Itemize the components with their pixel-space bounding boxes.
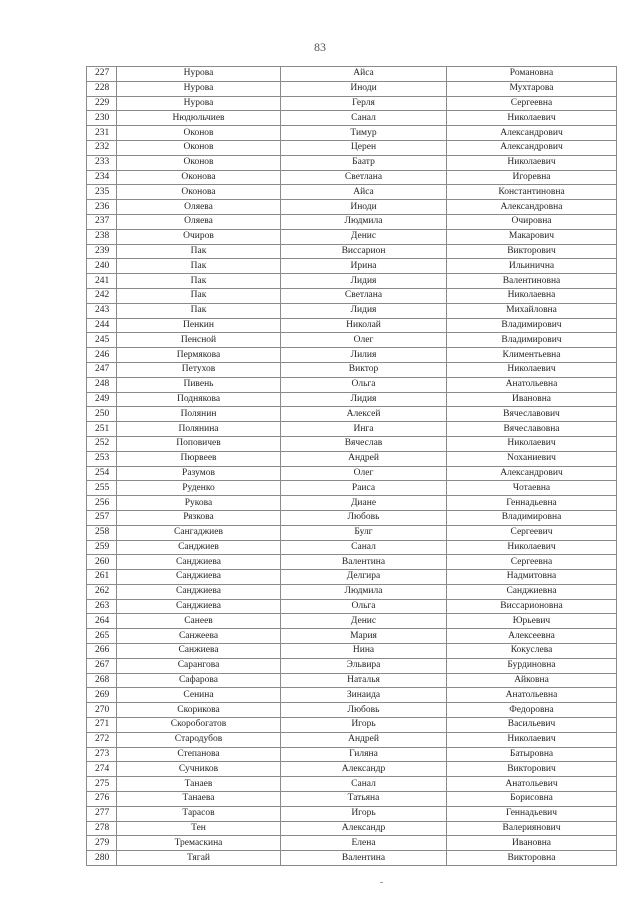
surname-cell: Разумов <box>117 466 281 481</box>
table-row <box>87 81 617 96</box>
row-number: 243 <box>87 303 117 318</box>
surname-cell: Нурова <box>117 81 281 96</box>
surname-cell: Сангаджиев <box>117 525 281 540</box>
surname-cell: Санджиев <box>117 540 281 555</box>
surname-cell: Пак <box>117 244 281 259</box>
patronymic-cell: Александрович <box>447 140 617 155</box>
first-name-cell: Зинаида <box>281 688 447 703</box>
patronymic-cell: Николаевич <box>447 155 617 170</box>
first-name-cell: Айса <box>281 67 447 82</box>
row-number: 252 <box>87 436 117 451</box>
row-number: 273 <box>87 747 117 762</box>
table-row <box>87 244 617 259</box>
table-row <box>87 200 617 215</box>
table-row <box>87 732 617 747</box>
first-name-cell: Вячеслав <box>281 436 447 451</box>
table-row <box>87 792 617 807</box>
row-number: 231 <box>87 126 117 141</box>
surname-cell: Сучников <box>117 762 281 777</box>
table-row <box>87 170 617 185</box>
table-row <box>87 555 617 570</box>
patronymic-cell: Николаевич <box>447 111 617 126</box>
surname-cell: Полянин <box>117 407 281 422</box>
row-number: 227 <box>87 67 117 82</box>
first-name-cell: Любовь <box>281 510 447 525</box>
table-row <box>87 762 617 777</box>
first-name-cell: Ирина <box>281 259 447 274</box>
row-number: 248 <box>87 377 117 392</box>
first-name-cell: Герля <box>281 96 447 111</box>
patronymic-cell: Геннадьевна <box>447 496 617 511</box>
row-number: 268 <box>87 673 117 688</box>
surname-cell: Пермякова <box>117 348 281 363</box>
surname-cell: Санеев <box>117 614 281 629</box>
row-number: 256 <box>87 496 117 511</box>
name-list-body <box>87 67 617 866</box>
first-name-cell: Гиляна <box>281 747 447 762</box>
patronymic-cell: Санджиевна <box>447 584 617 599</box>
patronymic-cell: Юрьевич <box>447 614 617 629</box>
row-number: 278 <box>87 821 117 836</box>
row-number: 269 <box>87 688 117 703</box>
patronymic-cell: Валериянович <box>447 821 617 836</box>
first-name-cell: Олег <box>281 466 447 481</box>
row-number: 271 <box>87 718 117 733</box>
row-number: 235 <box>87 185 117 200</box>
surname-cell: Санджиева <box>117 599 281 614</box>
patronymic-cell: Михайловна <box>447 303 617 318</box>
first-name-cell: Любовь <box>281 703 447 718</box>
patronymic-cell: Вячеславович <box>447 407 617 422</box>
row-number: 240 <box>87 259 117 274</box>
row-number: 234 <box>87 170 117 185</box>
first-name-cell: Иноди <box>281 200 447 215</box>
first-name-cell: Баатр <box>281 155 447 170</box>
row-number: 254 <box>87 466 117 481</box>
table-row <box>87 126 617 141</box>
patronymic-cell: Александрович <box>447 126 617 141</box>
surname-cell: Пак <box>117 274 281 289</box>
patronymic-cell: Геннадьевич <box>447 806 617 821</box>
first-name-cell: Виктор <box>281 362 447 377</box>
table-row <box>87 599 617 614</box>
surname-cell: Степанова <box>117 747 281 762</box>
first-name-cell: Денис <box>281 614 447 629</box>
table-row <box>87 185 617 200</box>
patronymic-cell: Бурдиновна <box>447 658 617 673</box>
surname-cell: Оконова <box>117 185 281 200</box>
surname-cell: Пак <box>117 303 281 318</box>
surname-cell: Стародубов <box>117 732 281 747</box>
first-name-cell: Тимур <box>281 126 447 141</box>
patronymic-cell: Николаевич <box>447 540 617 555</box>
first-name-cell: Нина <box>281 644 447 659</box>
row-number: 267 <box>87 658 117 673</box>
table-row <box>87 274 617 289</box>
row-number: 239 <box>87 244 117 259</box>
first-name-cell: Лидия <box>281 392 447 407</box>
first-name-cell: Айса <box>281 185 447 200</box>
row-number: 279 <box>87 836 117 851</box>
surname-cell: Нурова <box>117 96 281 111</box>
table-row <box>87 481 617 496</box>
surname-cell: Поповичев <box>117 436 281 451</box>
row-number: 237 <box>87 214 117 229</box>
patronymic-cell: Сергеевна <box>447 96 617 111</box>
first-name-cell: Николай <box>281 318 447 333</box>
surname-cell: Рукова <box>117 496 281 511</box>
first-name-cell: Людмила <box>281 584 447 599</box>
first-name-cell: Андрей <box>281 732 447 747</box>
first-name-cell: Валентина <box>281 555 447 570</box>
patronymic-cell: Федоровна <box>447 703 617 718</box>
first-name-cell: Санал <box>281 777 447 792</box>
patronymic-cell: Владимирович <box>447 333 617 348</box>
patronymic-cell: Николаевич <box>447 732 617 747</box>
first-name-cell: Иноди <box>281 81 447 96</box>
table-row <box>87 777 617 792</box>
table-row <box>87 303 617 318</box>
row-number: 261 <box>87 570 117 585</box>
first-name-cell: Лидия <box>281 303 447 318</box>
surname-cell: Сарангова <box>117 658 281 673</box>
table-row <box>87 422 617 437</box>
table-row <box>87 821 617 836</box>
table-row <box>87 584 617 599</box>
first-name-cell: Ольга <box>281 377 447 392</box>
patronymic-cell: Владимирович <box>447 318 617 333</box>
table-row <box>87 629 617 644</box>
first-name-cell: Игорь <box>281 718 447 733</box>
name-list-table <box>86 66 617 866</box>
row-number: 266 <box>87 644 117 659</box>
row-number: 259 <box>87 540 117 555</box>
first-name-cell: Делгира <box>281 570 447 585</box>
table-row <box>87 96 617 111</box>
patronymic-cell: Константиновна <box>447 185 617 200</box>
row-number: 255 <box>87 481 117 496</box>
surname-cell: Очиров <box>117 229 281 244</box>
patronymic-cell: Батыровна <box>447 747 617 762</box>
first-name-cell: Лидия <box>281 274 447 289</box>
table-row <box>87 703 617 718</box>
first-name-cell: Эльвира <box>281 658 447 673</box>
row-number: 258 <box>87 525 117 540</box>
row-number: 264 <box>87 614 117 629</box>
row-number: 280 <box>87 851 117 866</box>
surname-cell: Нурова <box>117 67 281 82</box>
patronymic-cell: Виссарионовна <box>447 599 617 614</box>
patronymic-cell: Игоревна <box>447 170 617 185</box>
first-name-cell: Светлана <box>281 170 447 185</box>
table-row <box>87 155 617 170</box>
table-row <box>87 362 617 377</box>
surname-cell: Санжеева <box>117 629 281 644</box>
row-number: 275 <box>87 777 117 792</box>
table-row <box>87 614 617 629</box>
surname-cell: Пюрвеев <box>117 451 281 466</box>
row-number: 260 <box>87 555 117 570</box>
table-row <box>87 333 617 348</box>
row-number: 249 <box>87 392 117 407</box>
patronymic-cell: Надмитовна <box>447 570 617 585</box>
table-row <box>87 451 617 466</box>
surname-cell: Пак <box>117 259 281 274</box>
patronymic-cell: Валентиновна <box>447 274 617 289</box>
table-row <box>87 540 617 555</box>
surname-cell: Пенкин <box>117 318 281 333</box>
table-row <box>87 392 617 407</box>
row-number: 228 <box>87 81 117 96</box>
patronymic-cell: Владимировна <box>447 510 617 525</box>
patronymic-cell: Викторович <box>447 244 617 259</box>
patronymic-cell: Романовна <box>447 67 617 82</box>
first-name-cell: Виссарион <box>281 244 447 259</box>
first-name-cell: Андрей <box>281 451 447 466</box>
surname-cell: Санджиева <box>117 570 281 585</box>
table-row <box>87 658 617 673</box>
row-number: 232 <box>87 140 117 155</box>
patronymic-cell: Николаевич <box>447 362 617 377</box>
row-number: 277 <box>87 806 117 821</box>
surname-cell: Оляева <box>117 200 281 215</box>
first-name-cell: Ольга <box>281 599 447 614</box>
first-name-cell: Инга <box>281 422 447 437</box>
patronymic-cell: Александровна <box>447 200 617 215</box>
patronymic-cell: Айковна <box>447 673 617 688</box>
row-number: 236 <box>87 200 117 215</box>
surname-cell: Пенсной <box>117 333 281 348</box>
table-row <box>87 407 617 422</box>
surname-cell: Руденко <box>117 481 281 496</box>
surname-cell: Оконов <box>117 126 281 141</box>
table-row <box>87 259 617 274</box>
patronymic-cell: Анатольевна <box>447 377 617 392</box>
surname-cell: Танаев <box>117 777 281 792</box>
row-number: 250 <box>87 407 117 422</box>
patronymic-cell: Николаевна <box>447 288 617 303</box>
row-number: 253 <box>87 451 117 466</box>
patronymic-cell: Ивановна <box>447 392 617 407</box>
row-number: 262 <box>87 584 117 599</box>
patronymic-cell: Nоханиевич <box>447 451 617 466</box>
first-name-cell: Денис <box>281 229 447 244</box>
surname-cell: Оляева <box>117 214 281 229</box>
patronymic-cell: Викторович <box>447 762 617 777</box>
surname-cell: Пивень <box>117 377 281 392</box>
row-number: 270 <box>87 703 117 718</box>
surname-cell: Нюдюльчиев <box>117 111 281 126</box>
table-row <box>87 525 617 540</box>
row-number: 241 <box>87 274 117 289</box>
first-name-cell: Валентина <box>281 851 447 866</box>
table-row <box>87 747 617 762</box>
first-name-cell: Лилия <box>281 348 447 363</box>
surname-cell: Оконов <box>117 140 281 155</box>
surname-cell: Скоробогатов <box>117 718 281 733</box>
first-name-cell: Наталья <box>281 673 447 688</box>
table-row <box>87 644 617 659</box>
row-number: 257 <box>87 510 117 525</box>
table-row <box>87 229 617 244</box>
first-name-cell: Елена <box>281 836 447 851</box>
row-number: 238 <box>87 229 117 244</box>
table-row <box>87 673 617 688</box>
surname-cell: Рязкова <box>117 510 281 525</box>
patronymic-cell: Сергеевич <box>447 525 617 540</box>
patronymic-cell: Анатольевна <box>447 688 617 703</box>
scan-speck <box>380 882 383 883</box>
first-name-cell: Церен <box>281 140 447 155</box>
first-name-cell: Алексей <box>281 407 447 422</box>
first-name-cell: Мария <box>281 629 447 644</box>
table-row <box>87 214 617 229</box>
table-row <box>87 67 617 82</box>
patronymic-cell: Очировна <box>447 214 617 229</box>
first-name-cell: Олег <box>281 333 447 348</box>
table-row <box>87 288 617 303</box>
surname-cell: Оконов <box>117 155 281 170</box>
first-name-cell: Светлана <box>281 288 447 303</box>
surname-cell: Сенина <box>117 688 281 703</box>
row-number: 251 <box>87 422 117 437</box>
patronymic-cell: Анатольевич <box>447 777 617 792</box>
row-number: 247 <box>87 362 117 377</box>
row-number: 233 <box>87 155 117 170</box>
row-number: 229 <box>87 96 117 111</box>
patronymic-cell: Алексеевна <box>447 629 617 644</box>
row-number: 274 <box>87 762 117 777</box>
patronymic-cell: Васильевич <box>447 718 617 733</box>
patronymic-cell: Николаевич <box>447 436 617 451</box>
surname-cell: Тремаскина <box>117 836 281 851</box>
table-row <box>87 510 617 525</box>
patronymic-cell: Чотаевна <box>447 481 617 496</box>
first-name-cell: Санал <box>281 111 447 126</box>
table-row <box>87 377 617 392</box>
table-row <box>87 466 617 481</box>
row-number: 263 <box>87 599 117 614</box>
patronymic-cell: Мухтарова <box>447 81 617 96</box>
row-number: 272 <box>87 732 117 747</box>
table-row <box>87 436 617 451</box>
surname-cell: Санджиева <box>117 584 281 599</box>
patronymic-cell: Сергеевна <box>447 555 617 570</box>
patronymic-cell: Климентьевна <box>447 348 617 363</box>
row-number: 276 <box>87 792 117 807</box>
surname-cell: Сафарова <box>117 673 281 688</box>
surname-cell: Полянина <box>117 422 281 437</box>
surname-cell: Поднякова <box>117 392 281 407</box>
surname-cell: Танаева <box>117 792 281 807</box>
table-row <box>87 718 617 733</box>
row-number: 230 <box>87 111 117 126</box>
surname-cell: Тен <box>117 821 281 836</box>
patronymic-cell: Вячеславовна <box>447 422 617 437</box>
first-name-cell: Александр <box>281 762 447 777</box>
table-row <box>87 688 617 703</box>
patronymic-cell: Борисовна <box>447 792 617 807</box>
first-name-cell: Булг <box>281 525 447 540</box>
surname-cell: Пак <box>117 288 281 303</box>
table-row <box>87 318 617 333</box>
first-name-cell: Игорь <box>281 806 447 821</box>
first-name-cell: Диане <box>281 496 447 511</box>
patronymic-cell: Ивановна <box>447 836 617 851</box>
row-number: 265 <box>87 629 117 644</box>
table-row <box>87 851 617 866</box>
table-row <box>87 806 617 821</box>
first-name-cell: Александр <box>281 821 447 836</box>
first-name-cell: Санал <box>281 540 447 555</box>
surname-cell: Скорикова <box>117 703 281 718</box>
row-number: 245 <box>87 333 117 348</box>
surname-cell: Тягай <box>117 851 281 866</box>
table-row <box>87 570 617 585</box>
patronymic-cell: Кокуслева <box>447 644 617 659</box>
page-number: 83 <box>314 40 326 54</box>
surname-cell: Тарасов <box>117 806 281 821</box>
first-name-cell: Людмила <box>281 214 447 229</box>
table-row <box>87 348 617 363</box>
row-number: 244 <box>87 318 117 333</box>
surname-cell: Санджиева <box>117 555 281 570</box>
row-number: 246 <box>87 348 117 363</box>
patronymic-cell: Викторовна <box>447 851 617 866</box>
patronymic-cell: Ильинична <box>447 259 617 274</box>
row-number: 242 <box>87 288 117 303</box>
table-row <box>87 111 617 126</box>
first-name-cell: Татьяна <box>281 792 447 807</box>
first-name-cell: Раиса <box>281 481 447 496</box>
surname-cell: Санжиева <box>117 644 281 659</box>
table-row <box>87 836 617 851</box>
table-row <box>87 140 617 155</box>
surname-cell: Оконова <box>117 170 281 185</box>
patronymic-cell: Александрович <box>447 466 617 481</box>
surname-cell: Петухов <box>117 362 281 377</box>
patronymic-cell: Макарович <box>447 229 617 244</box>
table-row <box>87 496 617 511</box>
